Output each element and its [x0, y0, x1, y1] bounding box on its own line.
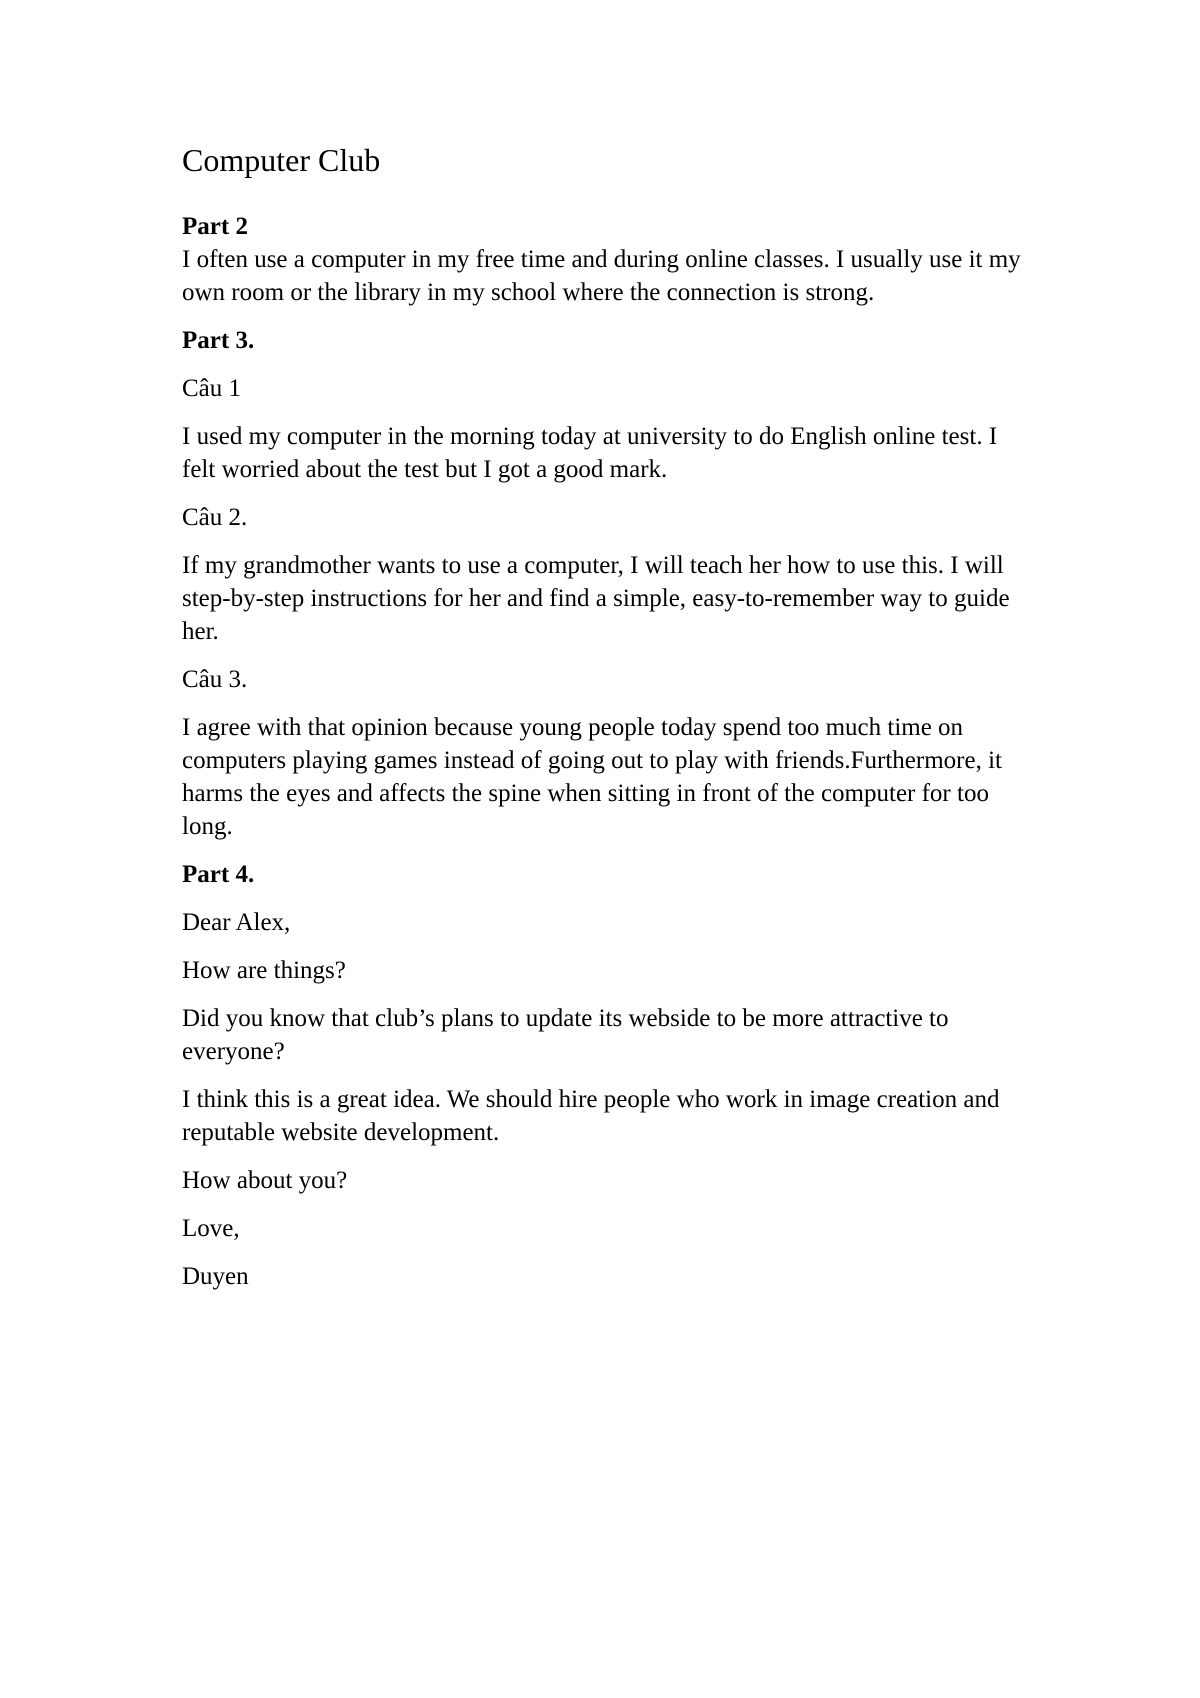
letter-closing: Love,: [182, 1215, 240, 1242]
document-title: Computer Club: [182, 142, 381, 178]
part-4-heading: Part 4.: [182, 861, 255, 888]
question-1-answer: I used my computer in the morning today at university to do English online test. I felt worried about the test but I got a good mark.: [182, 423, 998, 483]
letter-line-2: Did you know that club’s plans to update its webside to be more attractive to everyone?: [182, 1005, 949, 1065]
document-body: [182, 140, 1032, 1308]
question-3-label: Câu 3.: [182, 666, 248, 693]
part-2-heading: Part 2: [182, 213, 248, 240]
question-3-answer: I agree with that opinion because young people today spend too much time on computers playing games instead of going out to play with friends.Furthermore, it harms the eyes and affects the spine when sitting in front of the computer for too long.: [182, 714, 1002, 840]
letter-signature: Duyen: [182, 1263, 249, 1290]
part-2-text: I often use a computer in my free time and during online classes. I usually use it my own room or the library in my school where the connection is strong.: [182, 246, 1021, 306]
question-2-answer: If my grandmother wants to use a computer, I will teach her how to use this. I will step-by-step instructions for her and find a simple, easy-to-remember way to guide her.: [182, 552, 1010, 645]
letter-line-3: I think this is a great idea. We should hire people who work in image creation and reputable website development.: [182, 1086, 1000, 1146]
part-3-heading: Part 3.: [182, 327, 255, 354]
question-2-label: Câu 2.: [182, 504, 248, 531]
letter-line-1: How are things?: [182, 957, 346, 984]
letter-greeting: Dear Alex,: [182, 909, 291, 936]
question-1-label: Câu 1: [182, 375, 242, 402]
letter-line-4: How about you?: [182, 1167, 348, 1194]
